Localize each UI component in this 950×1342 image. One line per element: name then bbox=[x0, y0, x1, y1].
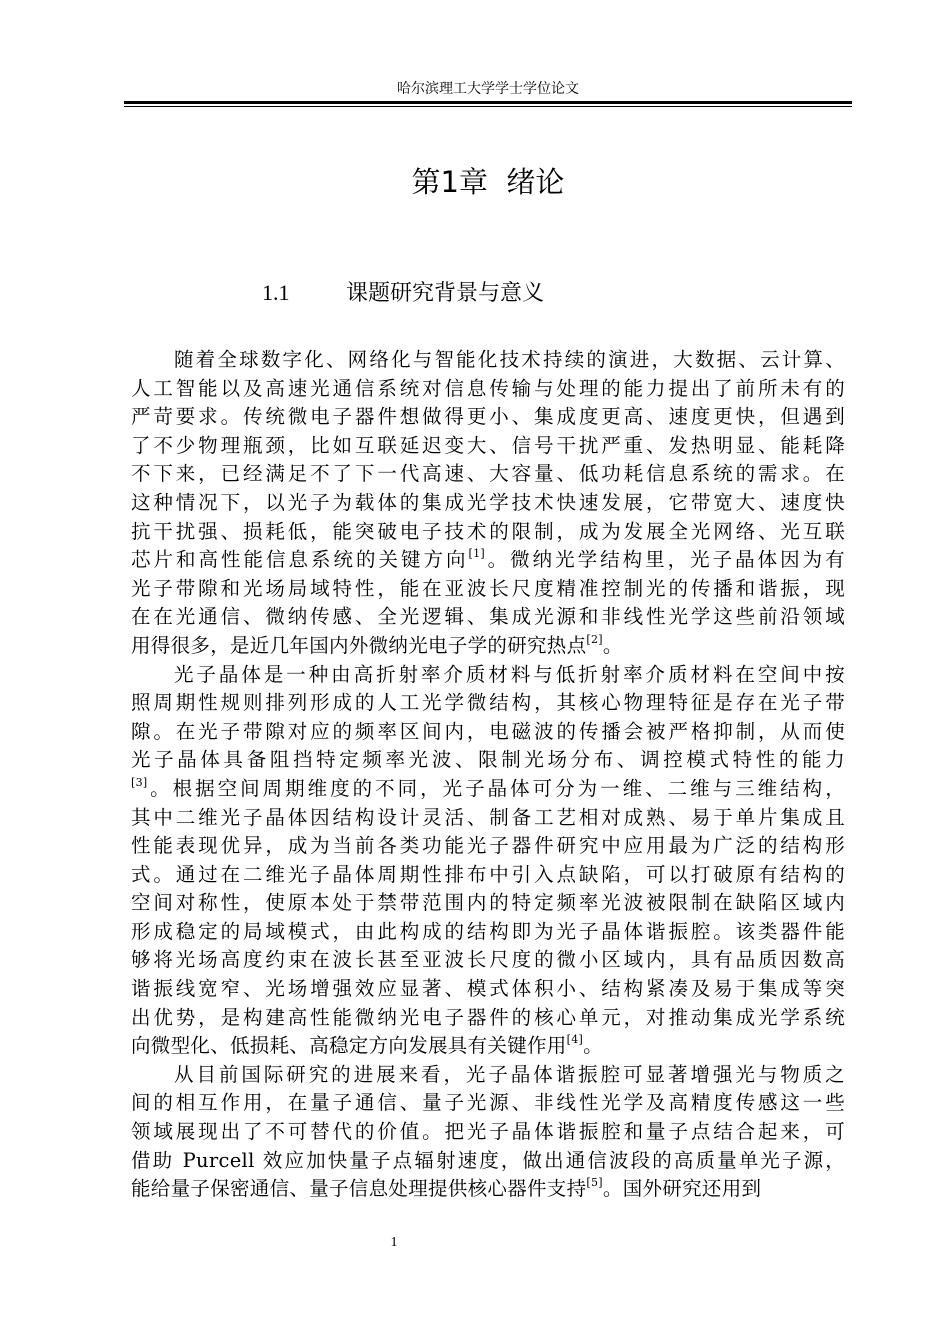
paragraph-line bbox=[131, 861, 845, 890]
text-run: 严苛要求。传统微电子器件想做得更小、集成度更高、速度更快，但遇到 bbox=[131, 405, 845, 429]
text-run: 。根据空间周期维度的不同，光子晶体可分为一维、二维与三维结构， bbox=[147, 776, 845, 800]
text-run: 用得很多，是近几年国内外微纳光电子学的研究热点 bbox=[131, 633, 587, 657]
page-number: 1 bbox=[390, 1235, 398, 1250]
text-run: 借助 Purcell 效应加快量子点辐射速度，做出通信波段的高质量单光子源， bbox=[131, 1148, 845, 1172]
paragraph-line bbox=[131, 1147, 845, 1176]
paragraph-line bbox=[131, 1061, 845, 1090]
chapter-title: 第1章 绪论 bbox=[411, 165, 565, 199]
text-run: 能给量子保密通信、量子信息处理提供核心器件支持 bbox=[131, 1177, 587, 1201]
paragraph-line bbox=[131, 746, 845, 775]
paragraph-line bbox=[131, 546, 845, 575]
paragraph-line bbox=[131, 832, 845, 861]
text-run: 领域展现出了不可替代的价值。把光子晶体谐振腔和量子点结合起来，可 bbox=[131, 1120, 845, 1144]
paragraph-line bbox=[131, 460, 845, 489]
citation-marker: [5] bbox=[586, 1176, 603, 1190]
text-run: 谐振线宽窄、光场增强效应显著、模式体积小、结构紧凑及易于集成等突 bbox=[131, 977, 845, 1001]
text-run: 抗干扰强、损耗低，能突破电子技术的限制，成为发展全光网络、光互联 bbox=[131, 519, 845, 543]
paragraph-line bbox=[131, 918, 845, 947]
paragraph bbox=[131, 661, 845, 1061]
text-run: 人工智能以及高速光通信系统对信息传输与处理的能力提出了前所未有的 bbox=[131, 376, 845, 400]
header-rule-thin bbox=[124, 106, 852, 107]
text-run: 出优势，是构建高性能微纳光电子器件的核心单元，对推动集成光学系统 bbox=[131, 1005, 845, 1029]
text-run: 。国外研究还用到 bbox=[602, 1177, 762, 1201]
text-run: 。 bbox=[583, 1034, 603, 1058]
citation-marker: [2] bbox=[586, 632, 603, 646]
paragraph-line bbox=[131, 975, 845, 1004]
text-run: 。微纳光学结构里，光子晶体因为有 bbox=[484, 548, 845, 572]
text-run: 照周期性规则排列形成的人工光学微结构，其核心物理特征是存在光子带 bbox=[131, 691, 845, 715]
paragraph bbox=[131, 346, 845, 661]
paragraph bbox=[131, 1061, 845, 1204]
paragraph-line bbox=[131, 1118, 845, 1147]
text-run: 够将光场高度约束在波长甚至亚波长尺度的微小区域内，具有品质因数高 bbox=[131, 948, 845, 972]
paragraph-line bbox=[131, 632, 845, 661]
text-run: 其中二维光子晶体因结构设计灵活、制备工艺相对成熟、易于单片集成且 bbox=[131, 805, 845, 829]
text-run: 了不少物理瓶颈，比如互联延迟变大、信号干扰严重、发热明显、能耗降 bbox=[131, 433, 845, 457]
paragraph-line bbox=[131, 661, 845, 690]
section-number: 1.1 bbox=[262, 280, 290, 305]
text-run: 从目前国际研究的进展来看，光子晶体谐振腔可显著增强光与物质之 bbox=[174, 1062, 845, 1086]
citation-marker: [4] bbox=[566, 1033, 584, 1047]
paragraph-line bbox=[131, 689, 845, 718]
text-run: 不下来，已经满足不了下一代高速、大容量、低功耗信息系统的需求。在 bbox=[131, 462, 845, 486]
paragraph-line bbox=[131, 1004, 845, 1033]
section-heading bbox=[262, 276, 544, 311]
text-run: 随着全球数字化、网络化与智能化技术持续的演进，大数据、云计算、 bbox=[174, 348, 845, 371]
text-run: 光子带隙和光场局域特性，能在亚波长尺度精准控制光的传播和谐振，现 bbox=[131, 576, 845, 600]
paragraph-line bbox=[131, 489, 845, 518]
text-run: 。 bbox=[602, 633, 623, 657]
page-header: 哈尔滨理工大学学士学位论文 bbox=[397, 81, 579, 97]
text-run: 在在光通信、微纳传感、全光逻辑、集成光源和非线性光学这些前沿领域 bbox=[131, 605, 845, 629]
paragraph-line bbox=[131, 403, 845, 432]
paragraph-line bbox=[131, 1175, 845, 1204]
paragraph-line bbox=[131, 804, 845, 833]
text-run: 光子晶体具备阻挡特定频率光波、限制光场分布、调控模式特性的能力 bbox=[131, 748, 845, 772]
paragraph-line bbox=[131, 518, 845, 547]
body-text bbox=[131, 346, 845, 1204]
paragraph-line bbox=[131, 346, 845, 375]
citation-marker: [1] bbox=[468, 547, 485, 561]
paragraph-line bbox=[131, 718, 845, 747]
text-run: 间的相互作用，在量子通信、量子光源、非线性光学及高精度传感这一些 bbox=[131, 1091, 845, 1115]
text-run: 这种情况下，以光子为载体的集成光学技术快速发展，它带宽大、速度快 bbox=[131, 490, 845, 514]
text-run: 形成稳定的局域模式，由此构成的结构即为光子晶体谐振腔。该类器件能 bbox=[131, 919, 845, 943]
text-run: 隙。在光子带隙对应的频率区间内，电磁波的传播会被严格抑制，从而使 bbox=[131, 719, 845, 743]
paragraph-line bbox=[131, 889, 845, 918]
paragraph-line bbox=[131, 575, 845, 604]
citation-marker: [3] bbox=[131, 775, 148, 789]
paragraph-line bbox=[131, 1032, 845, 1061]
header-rule-thick bbox=[124, 101, 852, 104]
text-run: 光子晶体是一种由高折射率介质材料与低折射率介质材料在空间中按 bbox=[174, 662, 845, 686]
paragraph-line bbox=[131, 1089, 845, 1118]
text-run: 性能表现优异，成为当前各类功能光子器件研究中应用最为广泛的结构形 bbox=[131, 834, 845, 858]
paragraph-line bbox=[131, 375, 845, 404]
paragraph-line bbox=[131, 603, 845, 632]
section-title: 课题研究背景与意义 bbox=[346, 281, 545, 306]
text-run: 芯片和高性能信息系统的关键方向 bbox=[131, 548, 469, 572]
text-run: 式。通过在二维光子晶体周期性排布中引入点缺陷，可以打破原有结构的 bbox=[131, 862, 845, 886]
text-run: 空间对称性，使原本处于禁带范围内的特定频率光波被限制在缺陷区域内 bbox=[131, 891, 845, 915]
paragraph-line bbox=[131, 432, 845, 461]
text-run: 向微型化、低损耗、高稳定方向发展具有关键作用 bbox=[131, 1034, 567, 1058]
paragraph-line bbox=[131, 775, 845, 804]
paragraph-line bbox=[131, 946, 845, 975]
